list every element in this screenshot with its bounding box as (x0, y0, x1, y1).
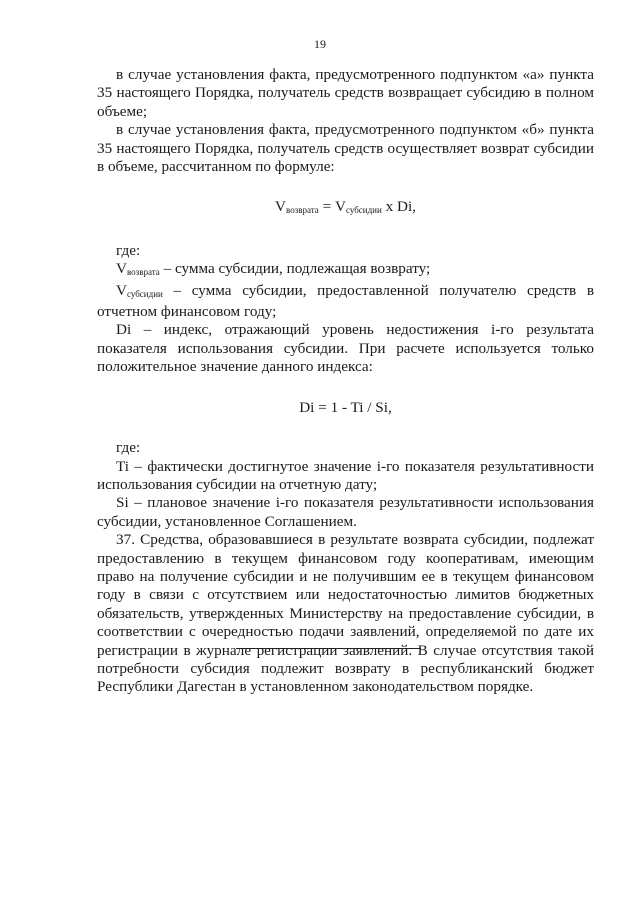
paragraph-partial-refund: в случае установления факта, предусмотренного подпунктом «б» пункта 35 настоящего Порядка, получатель средств осуществляет возврат субсидии в объеме, рассчитанном по формуле: (97, 121, 594, 176)
end-divider-line (236, 648, 421, 649)
document-body (97, 66, 594, 697)
paragraph-37: 37. Средства, образовавшиеся в результате возврата субсидии, подлежат предоставлению в текущем финансовом году кооперативам, имеющим право на получение субсидии и не получившим ее в текущем финансовом году в связи с отсутствием или недостаточностью лимитов бюджетных обязательств, утвержденных Министерству на предоставление субсидии, в соответствии с очередностью подачи заявлений, определяемой по дате их регистрации в журнале регистрации заявлений. В случае отсутствия такой потребности субсидия подлежит возврату в республиканский бюджет Республики Дагестан в установленном законодательством порядке. (97, 531, 594, 696)
term-v-symbol: V (116, 281, 127, 299)
definition-v-vozvrata (97, 260, 594, 281)
definition-v-subsidii (97, 282, 594, 322)
formula-equals: = (318, 198, 335, 216)
formula-tail: x Di, (381, 198, 416, 216)
term-subscript: возврата (126, 267, 160, 278)
formula-v-symbol: V (275, 198, 286, 216)
definition-text: – сумма субсидии, предоставленной получателю средств в отчетном финансовом году; (97, 281, 594, 321)
formula-v-symbol-rhs: V (334, 198, 346, 216)
paragraph-full-refund: в случае установления факта, предусмотренного подпунктом «а» пункта 35 настоящего Порядка, получатель средств возвращает субсидию в полном объеме; (97, 66, 594, 120)
formula-refund (97, 198, 594, 219)
term-v-symbol: V (116, 260, 127, 278)
formula-index: Di = 1 - Ti / Si, (299, 398, 392, 416)
definition-si: Si – плановое значение i-го показателя результативности использования субсидии, установленное Соглашением. (97, 494, 594, 530)
definition-text: – сумма субсидии, подлежащая возврату; (159, 260, 431, 278)
formula-lhs-subscript: возврата (286, 205, 319, 216)
formula-rhs-subscript: субсидии (345, 205, 382, 216)
where-label-2: где: (116, 439, 141, 457)
definition-ti: Ti – фактически достигнутое значение i-го показателя результативности использования субсидии на отчетную дату; (97, 457, 594, 493)
definition-di: Di – индекс, отражающий уровень недостижения i-го результата показателя использования субсидии. При расчете используется только положительное значение данного индекса: (97, 321, 594, 376)
page-number: 19 (314, 37, 326, 51)
where-label-1: где: (116, 241, 141, 259)
term-subscript: субсидии (126, 288, 163, 299)
